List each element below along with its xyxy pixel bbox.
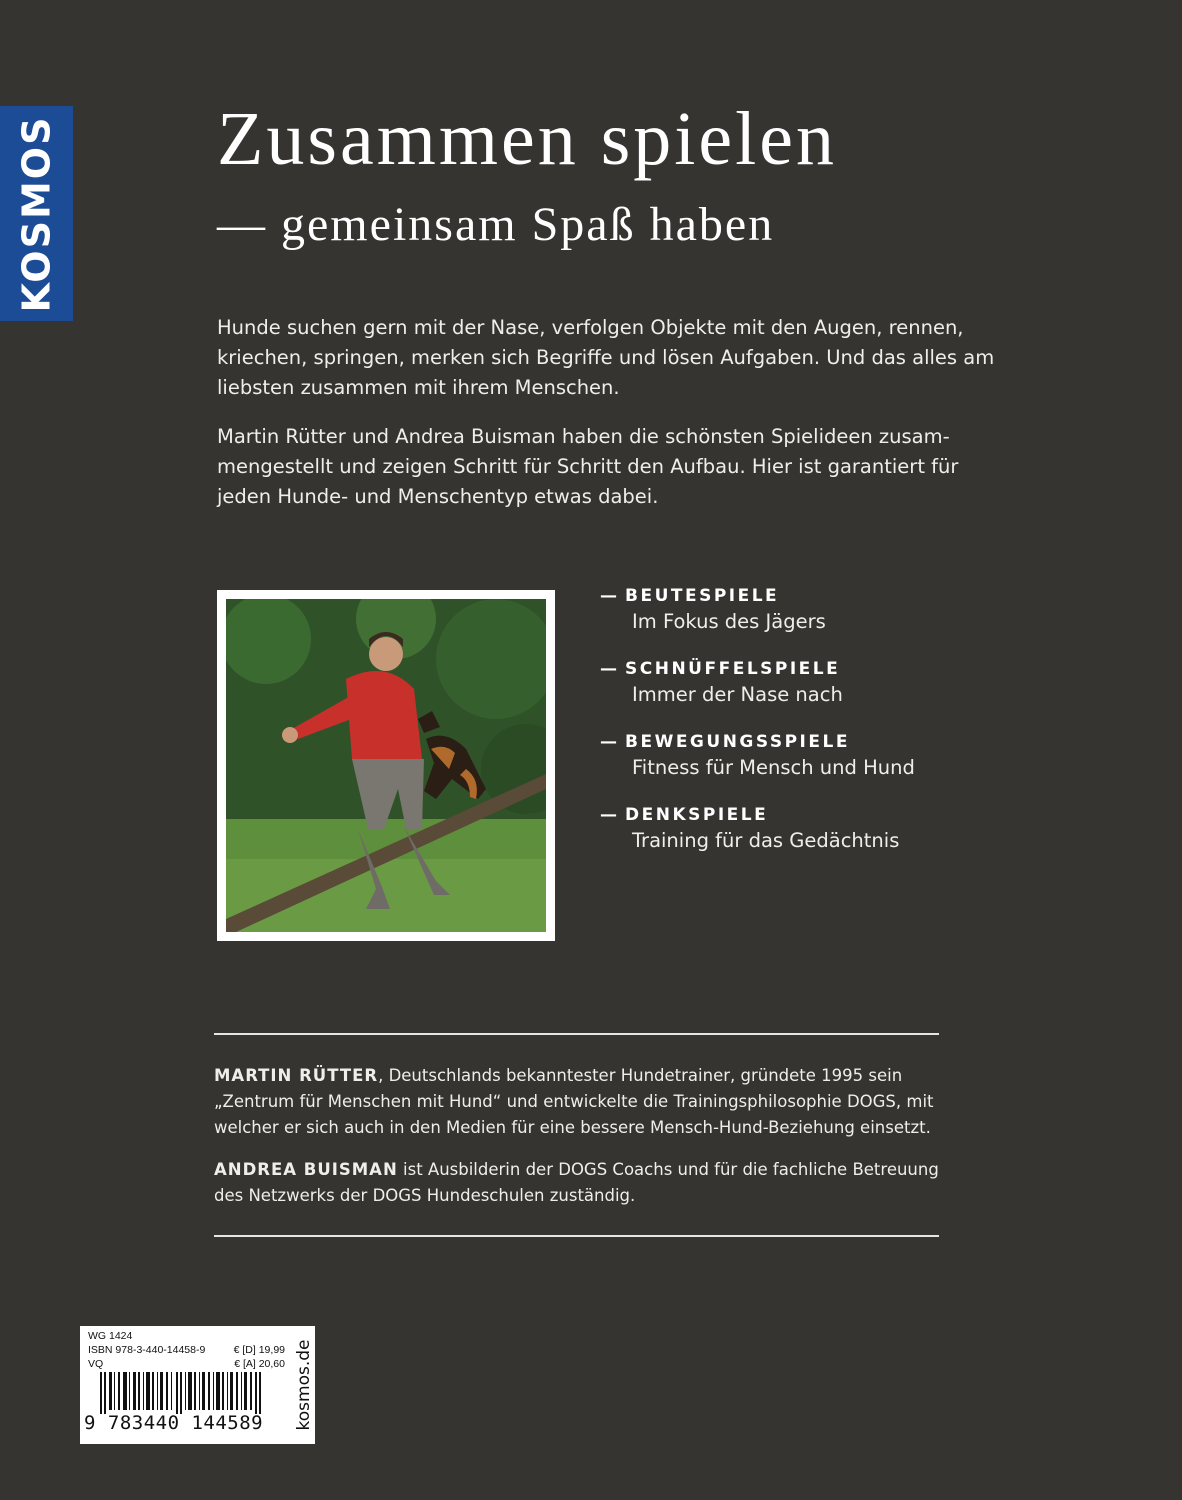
divider-bottom	[214, 1235, 939, 1237]
topic-item	[600, 732, 1020, 779]
topic-description: Training für das Gedächtnis	[632, 829, 900, 852]
photo-illustration	[226, 599, 546, 932]
price-germany: € [D] 19,99	[233, 1344, 285, 1356]
website-label	[292, 1326, 315, 1444]
website-text: kosmos.de	[293, 1339, 314, 1431]
book-subtitle: — gemeinsam Spaß haben	[217, 198, 775, 251]
cover-photo	[217, 590, 555, 941]
topic-dash: —	[600, 659, 617, 679]
isbn: ISBN 978-3-440-14458-9	[88, 1344, 206, 1356]
author-name: MARTIN RÜTTER	[214, 1066, 379, 1085]
kosmos-logo-text: KOSMOS	[14, 115, 59, 312]
book-title: Zusammen spielen	[217, 97, 837, 181]
topic-list	[600, 586, 1020, 878]
author-bios	[214, 1063, 954, 1225]
divider-top	[214, 1033, 939, 1035]
vq-code: VQ	[88, 1358, 104, 1370]
kosmos-logo	[0, 106, 73, 321]
ean-number: 9 783440 144589	[84, 1412, 264, 1434]
barcode-label	[80, 1326, 292, 1444]
photo-man-and-dog	[226, 599, 546, 932]
author-bio-text: ist Ausbilderin der DOGS Coachs und für die fachliche Betreuung des Netzwerks der DOGS Hundeschulen zuständig.	[214, 1160, 939, 1205]
author-bio-text: , Deutschlands bekanntester Hundetrainer, gründete 1995 sein „Zentrum für Menschen mit Hund“ und entwickelte die Trainingsphilosophie DOGS, mit welcher er sich auch in den Medien für eine bessere Mensch-Hund-Beziehung einsetzt.	[214, 1066, 934, 1137]
topic-title: SCHNÜFFELSPIELE	[625, 659, 841, 679]
topic-dash: —	[600, 586, 617, 606]
barcode-bars	[100, 1372, 280, 1414]
topic-title: BEUTESPIELE	[625, 586, 780, 606]
intro-paragraph: Hunde suchen gern mit der Nase, verfolgen Objekte mit den Augen, rennen, kriechen, springen, merken sich Begriffe und lösen Aufgaben. Und das alles am liebsten zusammen mit ihrem Menschen.	[217, 316, 995, 399]
topic-description: Im Fokus des Jägers	[632, 610, 826, 633]
topic-description: Immer der Nase nach	[632, 683, 843, 706]
author-bio	[214, 1063, 954, 1141]
intro-paragraph: Martin Rütter und Andrea Buisman haben die schönsten Spielideen zusammengestellt und zeigen Schritt für Schritt den Aufbau. Hier ist garantiert für jeden Hunde- und Menschentyp etwas dabei.	[217, 425, 959, 508]
intro-text	[217, 313, 1017, 531]
topic-title: DENKSPIELE	[625, 805, 769, 825]
topic-description: Fitness für Mensch und Hund	[632, 756, 915, 779]
topic-title: BEWEGUNGSSPIELE	[625, 732, 850, 752]
author-name: ANDREA BUISMAN	[214, 1160, 398, 1179]
topic-item	[600, 659, 1020, 706]
topic-item	[600, 586, 1020, 633]
author-bio	[214, 1157, 954, 1209]
price-austria: € [A] 20,60	[234, 1358, 285, 1370]
topic-item	[600, 805, 1020, 852]
topic-dash: —	[600, 805, 617, 825]
wg-code: WG 1424	[88, 1330, 133, 1342]
topic-dash: —	[600, 732, 617, 752]
